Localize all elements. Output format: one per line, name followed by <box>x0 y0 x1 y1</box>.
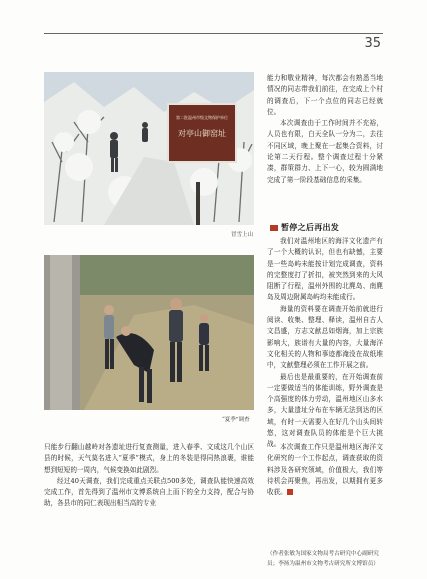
field-survey-photo <box>44 255 254 410</box>
header-rule <box>44 33 383 34</box>
heading-marker-icon <box>270 225 278 231</box>
snow-scene-illustration <box>44 72 254 225</box>
right-column-top <box>267 73 383 186</box>
right-column-mid <box>267 236 383 451</box>
page-number: 35 <box>364 36 381 51</box>
paragraph: 最后也是最重要的，在开始调查前一定要做适当的体能训练，野外调查是个高强度的体力劳动，温州地区山多水多，大量遗址分布在车辆无法到达的区域，有时一天需要入在好几个山头间转悠，这对调查队员的体能是个巨大挑战。 <box>267 372 383 449</box>
bottom-left-column <box>44 442 254 510</box>
paragraph: 本次调查工作只是温州地区海洋文化研究的一个工作起点，调查获取的资料涉及各研究领域，价值极大，我们等待机会再聚焦，再出发，以期拥有更多收获。 <box>267 443 383 497</box>
author-note: （作者张敏为国家文物局考古研究中心副研究员；李扬为温州市文物考古研究所文博馆员） <box>267 551 379 567</box>
paragraph: 能力和敬业精神，每次都会有熟悉当地情况的同志带我们前往，在完成上个村的调查后，下一个点位的同志已经就位。 <box>267 74 383 116</box>
paragraph: 经过40天调查，我们完成重点关联点500多处，调查队能快速高效完成工作，首先得到了温州市文博系统自上而下的全力支持，配合与协助，各县市的同仁表现出相当高的专业 <box>44 476 254 508</box>
paragraph: 海量的资料要在调查开始前就进行阅读、收集、整理、释读，温州自古人文昌盛，方志文献总如烟海，加上宗族影响大，族谱有大量的内容，大量海洋文化相关的人物和事迹都淹没在故纸堆中，文献整理必须在工作开展之前。 <box>267 304 383 370</box>
section-heading: 暂停之后再出发 <box>281 223 340 232</box>
paragraph: 只能步行翻山越岭对各遗址进行复查测量，进入春季、文成这几个山区县的时候，天气莫名进入“夏季”模式，身上的冬装是得同热浪裹，谁能想到短短的一周内，气候变换如此剧烈。 <box>44 443 254 474</box>
snow-mountain-photo <box>44 72 254 225</box>
end-mark-icon <box>287 489 293 495</box>
photo-caption-bottom: “夏季”调查 <box>222 417 250 423</box>
field-scene-illustration <box>44 255 254 410</box>
paragraph: 我们对温州地区的海洋文化遗产有了一个大概的认识，但也有缺憾，主要是一些岛屿未能按计划完成调查，资料的完整度打了折扣，被突然到来的大风阻断了行程，温州外围的北麂岛、南麂岛及周边附属岛屿均未能成行。 <box>267 237 383 302</box>
paragraph: 本次调查由于工作时间并不充裕，人员也有限，白天全队一分为二，去往不同区域，晚上聚在一起集合资料，讨论第二天行程。整个调查过程十分紧凑，群策群力、上下一心，较为圆满地完成了第一阶段基础信息的采集。 <box>267 119 383 184</box>
bottom-right-column <box>267 442 383 498</box>
sign-title: 对亭山御窑址 <box>178 129 226 138</box>
photo-caption-top: 冒雪上山 <box>231 232 254 238</box>
sign-subtitle: 第二批温州市级文物保护单位 <box>176 115 228 120</box>
